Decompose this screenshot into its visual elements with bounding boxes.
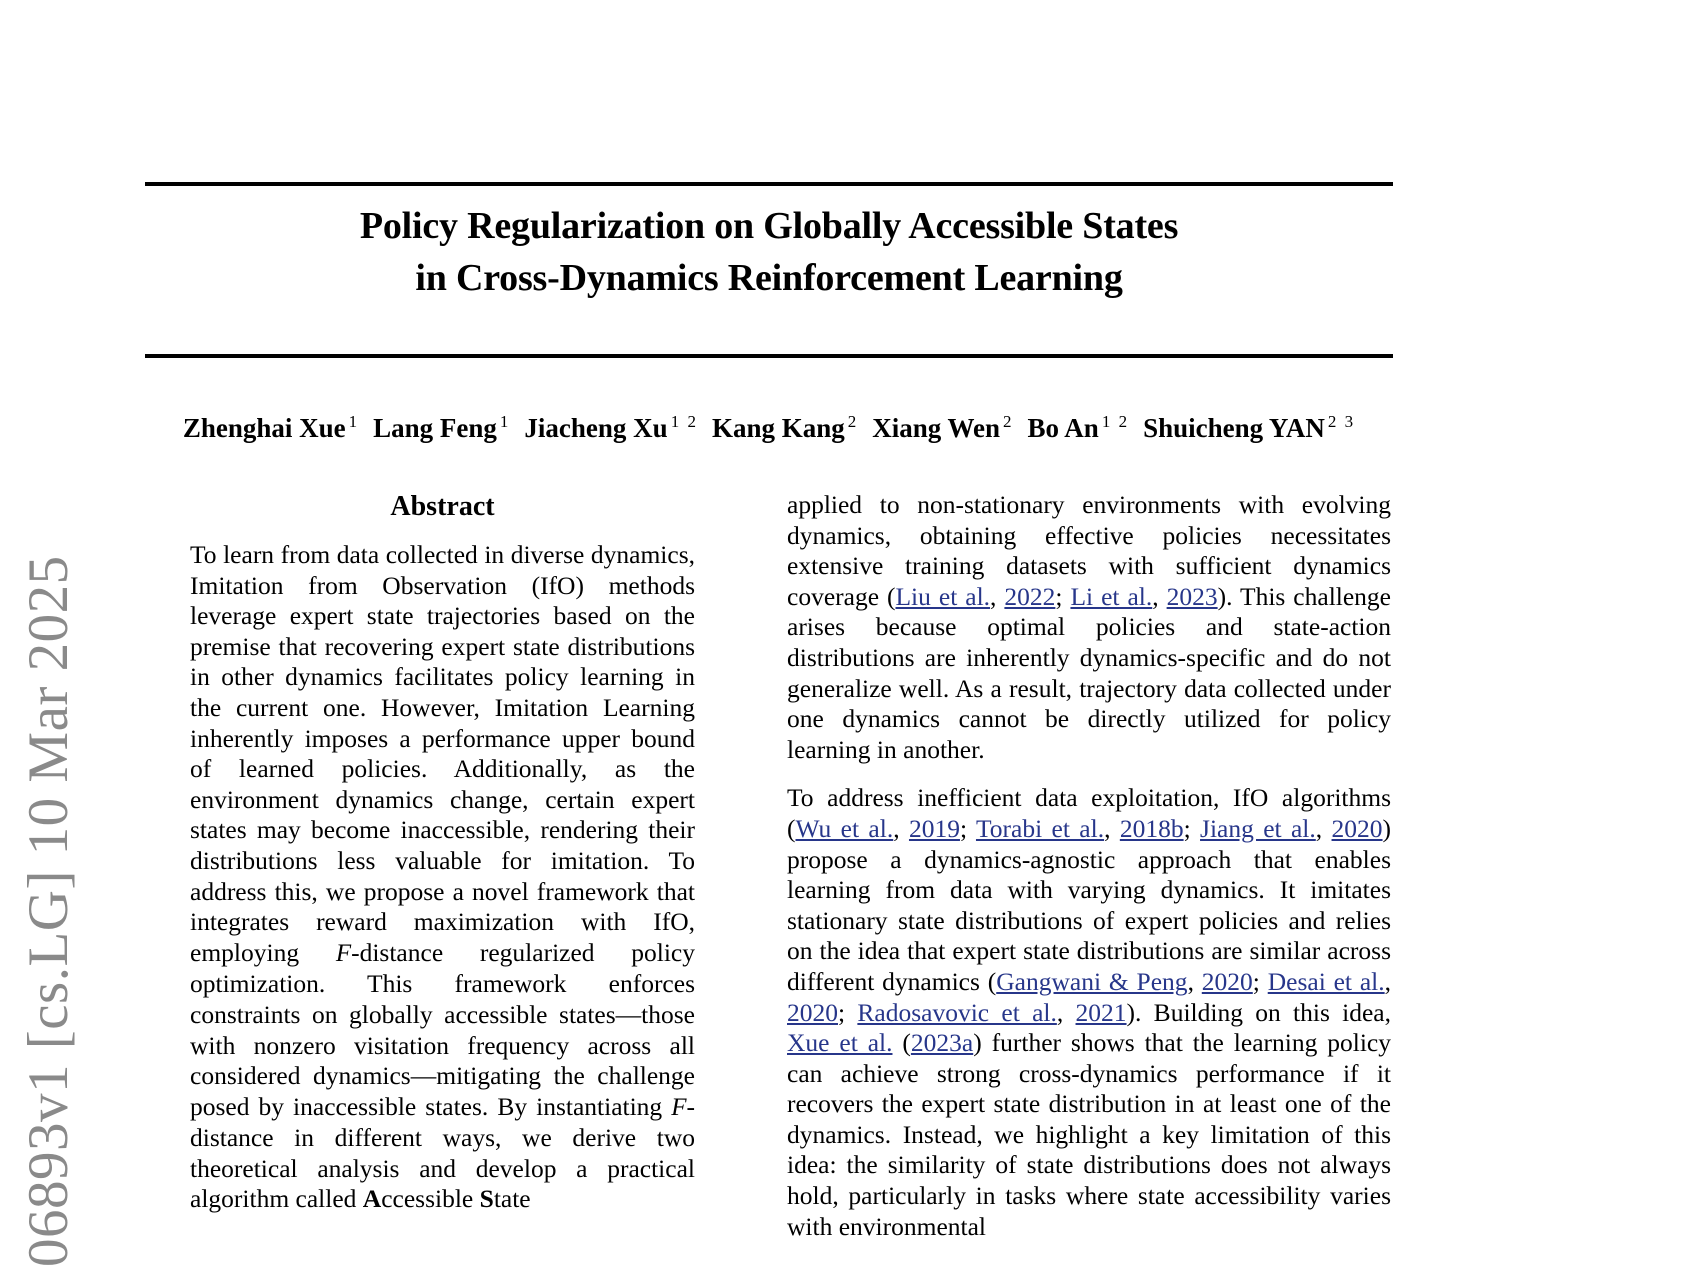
citation-link[interactable]: 2018b xyxy=(1119,813,1184,843)
citation-link[interactable]: Radosavovic et al. xyxy=(857,997,1057,1027)
citation-link[interactable]: 2022 xyxy=(1004,581,1056,611)
abstract-column xyxy=(190,490,695,1215)
author-name: Bo An xyxy=(1027,413,1099,443)
algorithm-name-rest-2: tate xyxy=(493,1184,531,1214)
para2-seg13: ). Building on this idea, xyxy=(1126,997,1391,1027)
title-line-2: in Cross-Dynamics Reinforcement Learning xyxy=(415,257,1123,299)
author-list xyxy=(145,404,1393,446)
para2-seg4: , xyxy=(1104,813,1120,843)
introduction-column xyxy=(787,490,1391,1242)
citation-link[interactable]: 2020 xyxy=(787,997,838,1027)
author-affiliation: 2 3 xyxy=(1327,412,1356,431)
algorithm-name-a: A xyxy=(362,1184,382,1214)
author-entry xyxy=(373,413,510,443)
para2-seg5: ; xyxy=(1183,813,1201,843)
citation-link[interactable]: Li et al. xyxy=(1070,581,1153,611)
author-affiliation: 1 xyxy=(499,412,511,431)
algorithm-name-rest-1: ccessible xyxy=(381,1184,480,1214)
arxiv-stamp-text: 06893v1 [cs.LG] 10 Mar 2025 xyxy=(16,555,80,1267)
citation-link[interactable]: 2023 xyxy=(1166,581,1218,611)
citation-link[interactable]: Liu et al. xyxy=(895,581,991,611)
para2-seg14: ( xyxy=(892,1028,911,1058)
title-line-1: Policy Regularization on Globally Accessible States xyxy=(359,205,1179,247)
intro-paragraph-1 xyxy=(787,490,1391,765)
para2-seg9: ; xyxy=(1252,966,1268,996)
author-entry xyxy=(712,413,858,443)
intro-paragraph-2 xyxy=(787,783,1391,1242)
abstract-text-3: -distance in different ways, we derive two theoretical analysis and develop a practical algorithm called xyxy=(190,1091,695,1214)
algorithm-name-s: S xyxy=(479,1184,494,1214)
citation-link[interactable]: 2021 xyxy=(1075,997,1127,1027)
author-name: Jiacheng Xu xyxy=(524,413,668,443)
author-affiliation: 2 xyxy=(847,412,859,431)
author-name: Shuicheng YAN xyxy=(1143,413,1325,443)
para2-seg2: , xyxy=(893,813,909,843)
author-entry xyxy=(524,413,698,443)
citation-link[interactable]: Gangwani & Peng xyxy=(996,966,1188,996)
author-entry xyxy=(183,413,359,443)
citation-link[interactable]: Xue et al. xyxy=(787,1028,893,1058)
author-name: Zhenghai Xue xyxy=(182,413,346,443)
author-affiliation: 2 xyxy=(1003,412,1014,431)
citation-link[interactable]: Torabi et al. xyxy=(975,813,1105,843)
para1-seg5: ). This challenge arises because optimal policies and state-action distributions are inherently dynamics-specific and do not generalize well. As a result, trajectory data collected under one dynamics cannot be directly utilized for policy learning in another. xyxy=(787,581,1391,764)
para1-seg4: , xyxy=(1152,581,1167,611)
page-title xyxy=(145,200,1393,304)
citation-link[interactable]: 2019 xyxy=(908,813,960,843)
citation-link[interactable]: 2020 xyxy=(1201,966,1253,996)
author-affiliation: 1 2 xyxy=(670,412,698,431)
author-entry xyxy=(872,413,1013,443)
author-affiliation: 1 xyxy=(348,412,360,431)
para2-seg1: To address inefficient data exploitation, IfO algorithms ( xyxy=(787,783,1391,843)
title-rule-bottom xyxy=(145,354,1393,358)
para2-seg10: , xyxy=(1384,966,1392,996)
math-script-f-icon: F xyxy=(671,1093,687,1121)
math-script-f-icon: F xyxy=(335,939,352,967)
abstract-body xyxy=(190,540,695,1215)
citation-link[interactable]: Jiang et al. xyxy=(1200,813,1316,843)
title-rule-top xyxy=(145,182,1393,186)
para2-seg8: , xyxy=(1187,966,1202,996)
para1-seg2: , xyxy=(990,581,1005,611)
para2-seg3: ; xyxy=(959,813,976,843)
para2-seg15: ) further shows that the learning policy can achieve strong cross-dynamics performance if it recovers the expert state distribution in at least one of the dynamics. Instead, we highlight a key limitation of this idea: the similarity of state distributions does not always hold, particularly in tasks where state accessibility varies with environmental xyxy=(787,1028,1391,1241)
author-entry xyxy=(1143,413,1355,443)
author-affiliation: 1 2 xyxy=(1101,412,1130,431)
author-name: Kang Kang xyxy=(711,413,845,443)
para2-seg12: , xyxy=(1056,997,1076,1027)
abstract-heading: Abstract xyxy=(390,491,495,522)
abstract-text-1: To learn from data collected in diverse dynamics, Imitation from Observation (IfO) methods leverage expert state trajectories based on the premise that recovering expert state distributions in other dynamics facilitates policy learning in the current one. However, Imitation Learning inherently imposes a performance upper bound of learned policies. Additionally, as the environment dynamics change, certain expert states may become inaccessible, rendering their distributions less valuable for imitation. To address this, we propose a novel framework that integrates reward maximization with IfO, employing xyxy=(190,540,695,967)
citation-link[interactable]: 2020 xyxy=(1331,813,1383,843)
author-name: Xiang Wen xyxy=(872,413,1001,443)
citation-link[interactable]: Desai et al. xyxy=(1267,966,1385,996)
para2-seg7: ) propose a dynamics-agnostic approach that enables learning from data with varying dynamics. It imitates stationary state distributions of expert policies and relies on the idea that expert state distributions are similar across different dynamics ( xyxy=(787,813,1392,996)
para2-seg6: , xyxy=(1315,813,1332,843)
para2-seg11: ; xyxy=(838,997,858,1027)
author-name: Lang Feng xyxy=(373,413,497,443)
abstract-text-2: -distance regularized policy optimization. This framework enforces constraints on globally accessible states—those with nonzero visitation frequency across all considered dynamics—mitigating the challenge posed by inaccessible states. By instantiating xyxy=(190,937,696,1121)
citation-link[interactable]: Wu et al. xyxy=(795,813,894,843)
author-entry xyxy=(1028,413,1130,443)
citation-link[interactable]: 2023a xyxy=(910,1028,974,1058)
para1-seg3: ; xyxy=(1055,581,1071,611)
para1-seg1: applied to non-stationary environments with evolving dynamics, obtaining effective policies necessitates extensive training datasets with sufficient dynamics coverage ( xyxy=(787,490,1391,611)
